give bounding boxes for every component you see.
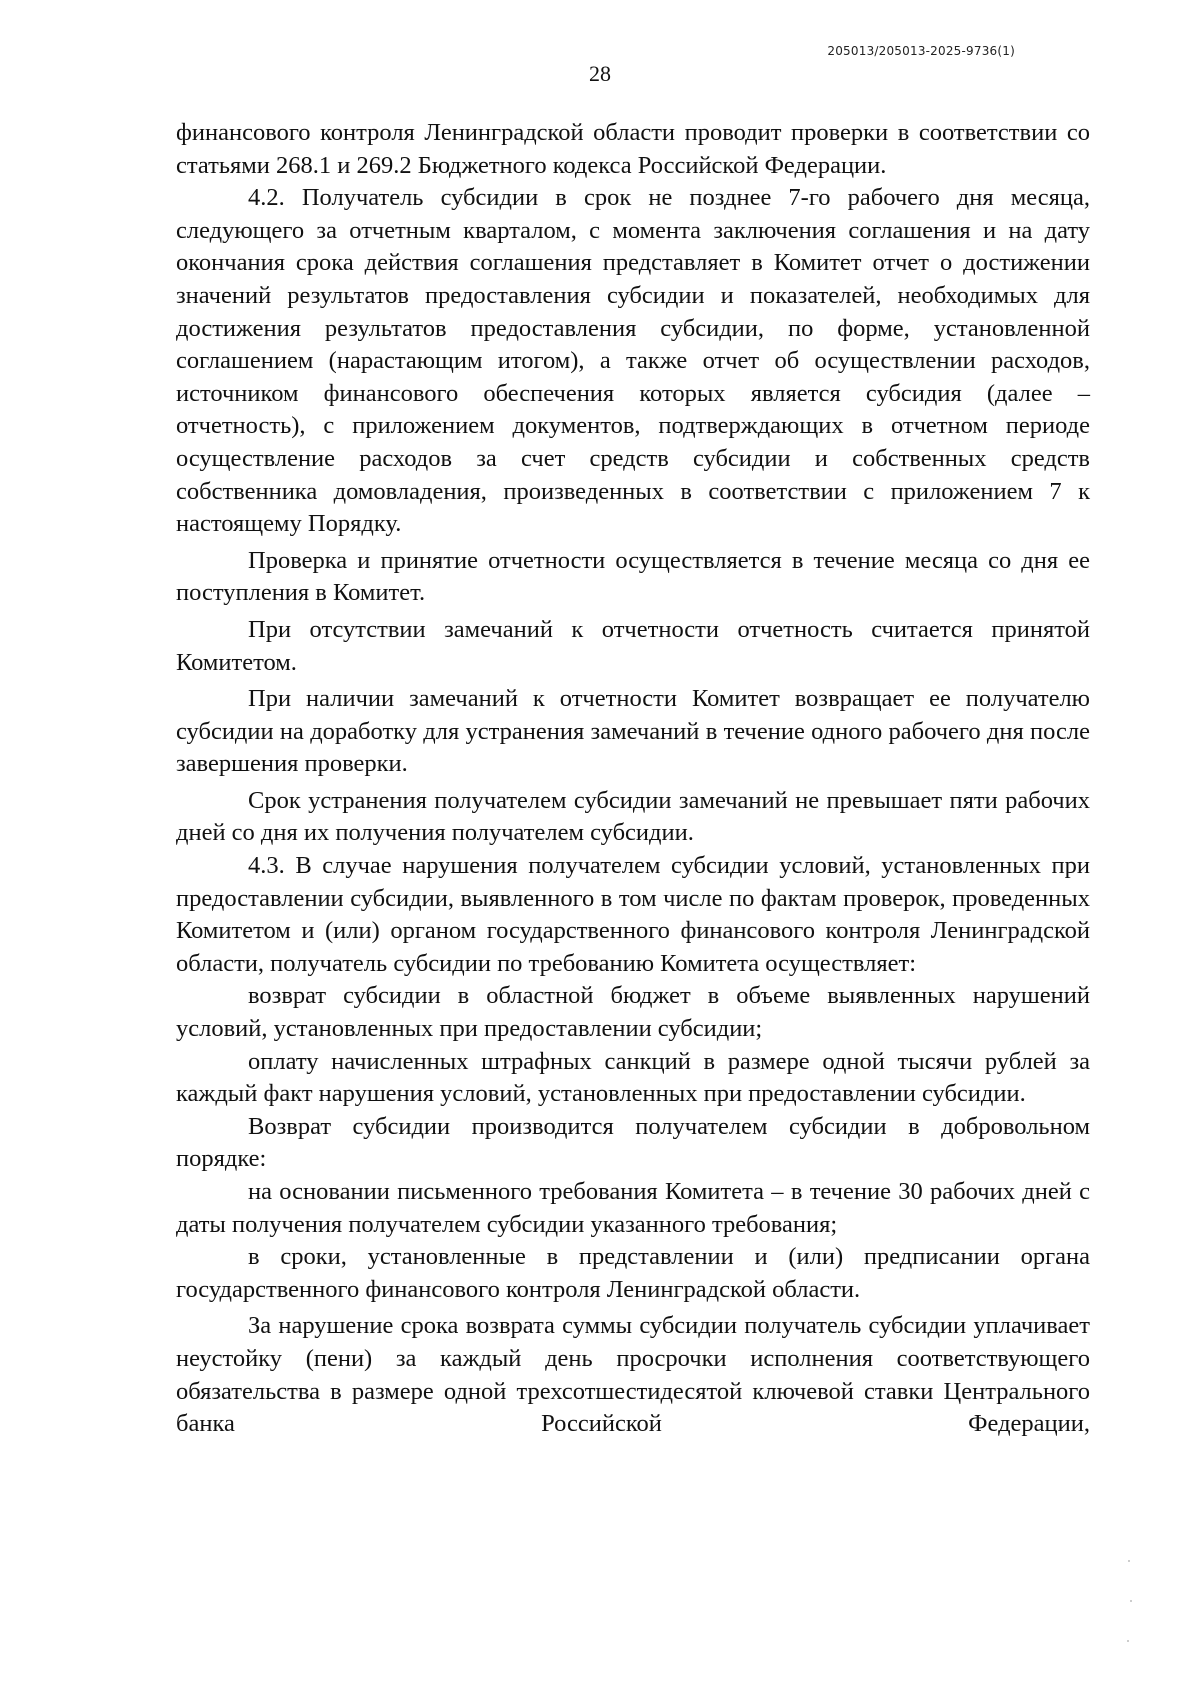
- page-number: 28: [589, 61, 611, 86]
- paragraph-4-3: 4.3. В случае нарушения получателем субсидии условий, установленных при предоставлении субсидии, выявленного в том числе по фактам проверок, проведенных Комитетом и (или) органом государственного финансового контроля Ленинградской области, получатель субсидии по требованию Комитета осуществляет:: [176, 852, 1090, 977]
- document-body: [176, 117, 1090, 1441]
- paragraph-late-refund: За нарушение срока возврата суммы субсидии получатель субсидии уплачивает неустойку (пени) за каждый день просрочки исполнения соответствующего обязательства в размере одной трехсотшестидесятой ключевой ставки Центрального банка Российской Федерации,: [176, 1312, 1090, 1438]
- scan-artifact: [1130, 1600, 1132, 1602]
- paragraph-voluntary-refund: Возврат субсидии производится получателем субсидии в добровольном порядке:: [176, 1112, 1090, 1173]
- scan-artifact: [1127, 1640, 1129, 1642]
- paragraph-report-check: Проверка и принятие отчетности осуществляется в течение месяца со дня ее поступления в Комитет.: [176, 546, 1090, 607]
- paragraph-written-demand: на основании письменного требования Комитета – в течение 30 рабочих дней с даты получения получателем субсидии указанного требования;: [176, 1178, 1090, 1238]
- document-id: 205013/205013-2025-9736(1): [827, 44, 1015, 58]
- paragraph-no-remarks: При отсутствии замечаний к отчетности отчетность считается принятой Комитетом.: [176, 615, 1090, 676]
- paragraph-refund-budget: возврат субсидии в областной бюджет в объеме выявленных нарушений условий, установленных при предоставлении субсидии;: [176, 982, 1090, 1043]
- paragraph-4-2: 4.2. Получатель субсидии в срок не позднее 7-го рабочего дня месяца, следующего за отчетным кварталом, с момента заключения соглашения и на дату окончания срока действия соглашения представляет в Комитет отчет о достижении значений результатов предоставления субсидии и показателей, необходимых для достижения результатов предоставления субсидии, по форме, установленной соглашением (нарастающим итогом), а также отчет об осуществлении расходов, источником финансового обеспечения которых является субсидия (далее – отчетность), с приложением документов, подтверждающих в отчетном периоде осуществление расходов за счет средств субсидии и собственных средств собственника домовладения, произведенных в соответствии с приложением 7 к настоящему Порядку.: [176, 184, 1090, 538]
- paragraph-continuation: финансового контроля Ленинградской области проводит проверки в соответствии со статьями 268.1 и 269.2 Бюджетного кодекса Российской Федерации.: [176, 119, 1090, 179]
- paragraph-remarks-deadline: Срок устранения получателем субсидии замечаний не превышает пяти рабочих дней со дня их получения получателем субсидии.: [176, 786, 1090, 847]
- paragraph-penalty-payment: оплату начисленных штрафных санкций в размере одной тысячи рублей за каждый факт нарушения условий, установленных при предоставлении субсидии.: [176, 1047, 1090, 1108]
- paragraph-control-terms: в сроки, установленные в представлении и (или) предписании органа государственного финансового контроля Ленинградской области.: [176, 1243, 1090, 1303]
- scan-artifact: [1128, 1560, 1130, 1562]
- paragraph-with-remarks: При наличии замечаний к отчетности Комитет возвращает ее получателю субсидии на доработку для устранения замечаний в течение одного рабочего дня после завершения проверки.: [176, 685, 1090, 778]
